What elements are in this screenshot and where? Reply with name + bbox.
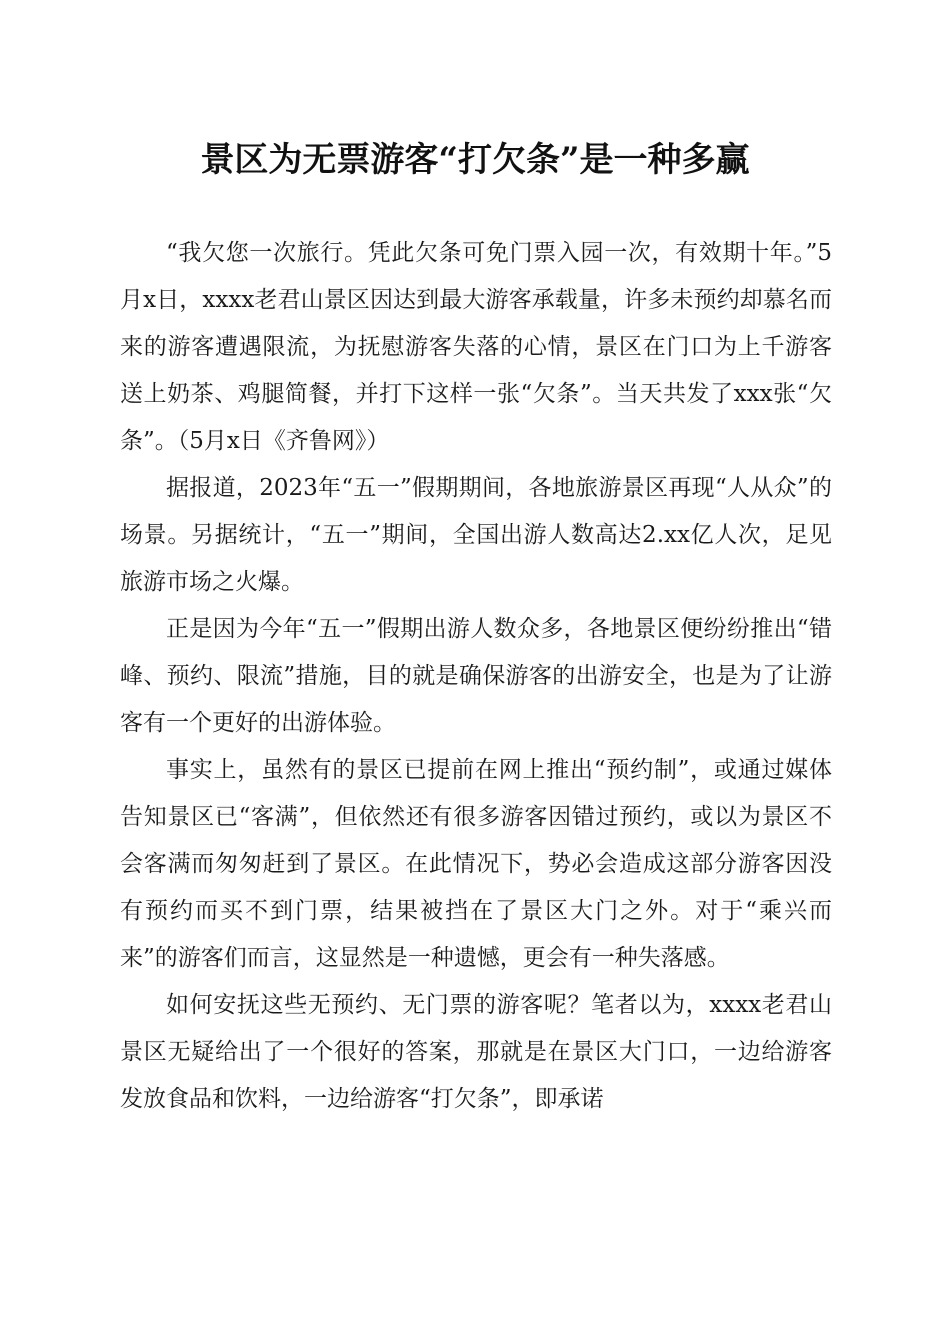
paragraph-1: “我欠您一次旅行。凭此欠条可免门票入园一次，有效期十年。”5月x日，xxxx老君山景区因达到最大游客承载量，许多未预约却慕名而来的游客遭遇限流，为抚慰游客失落的心情，景区在门口为上千游客送上奶茶、鸡腿简餐，并打下这样一张“欠条”。当天共发了xxx张“欠条”。（5月x日《齐鲁网》） [120,240,832,454]
paragraph-4: 事实上，虽然有的景区已提前在网上推出“预约制”，或通过媒体告知景区已“客满”，但依然还有很多游客因错过预约，或以为景区不会客满而匆匆赶到了景区。在此情况下，势必会造成这部分游客因没有预约而买不到门票，结果被挡在了景区大门之外。对于“乘兴而来”的游客们而言，这显然是一种遗憾，更会有一种失落感。 [120,757,832,971]
paragraph-3: 正是因为今年“五一”假期出游人数众多，各地景区便纷纷推出“错峰、预约、限流”措施，目的就是确保游客的出游安全，也是为了让游客有一个更好的出游体验。 [120,616,832,736]
document-title: 景区为无票游客“打欠条”是一种多赢 [200,140,750,180]
paragraph-2: 据报道，2023年“五一”假期期间，各地旅游景区再现“人从众”的场景。另据统计，“五一”期间，全国出游人数高达2.xx亿人次，足见旅游市场之火爆。 [120,475,832,595]
paragraph-5: 如何安抚这些无预约、无门票的游客呢？笔者以为，xxxx老君山景区无疑给出了一个很好的答案，那就是在景区大门口，一边给游客发放食品和饮料，一边给游客“打欠条”，即承诺 [120,992,832,1112]
document-body [120,230,832,1123]
